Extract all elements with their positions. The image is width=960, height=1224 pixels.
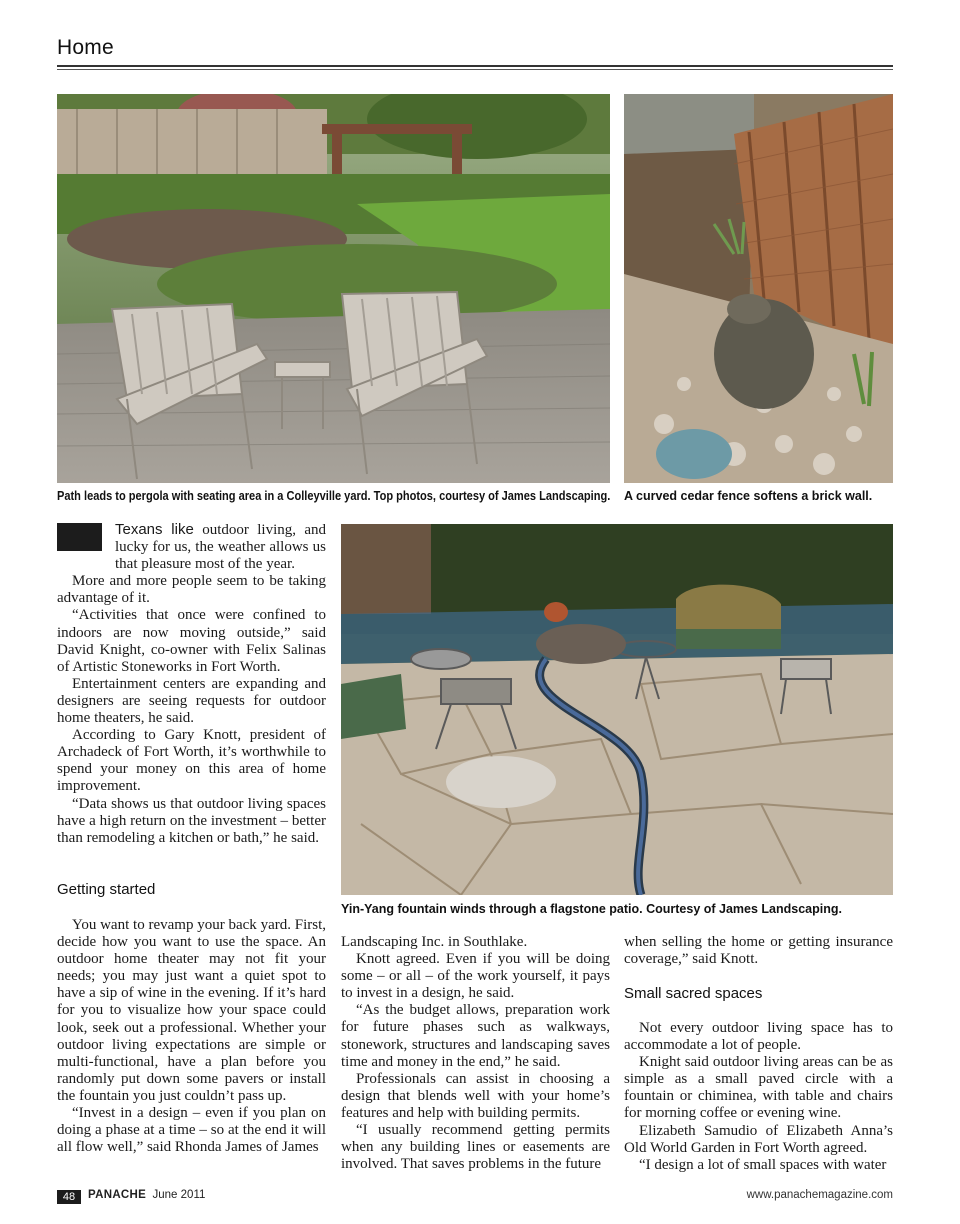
footer-magazine bbox=[88, 1189, 205, 1201]
article-col3-bottom bbox=[624, 1020, 893, 1174]
article-paragraph: “I usually recommend getting permits when any building lines or easements are involved. That saves problems in the future bbox=[341, 1122, 610, 1173]
section-title: Home bbox=[57, 36, 114, 59]
article-paragraph: “Data shows us that outdoor living spaces have a high return on the investment – better than remodeling a kitchen or bath,” he said. bbox=[57, 795, 326, 846]
article-paragraph: According to Gary Knott, president of Archadeck of Fort Worth, it’s worthwhile to spend your money on this area of home improvement. bbox=[57, 727, 326, 795]
article-paragraph: “I design a lot of small spaces with water bbox=[639, 1156, 887, 1173]
article-col3-top bbox=[624, 934, 893, 968]
header-rule-thin bbox=[57, 69, 893, 70]
article-paragraph: Landscaping Inc. in Southlake. bbox=[341, 934, 528, 950]
article-paragraph: Knight said outdoor living areas can be as simple as a small paved circle with a fountain or chiminea, with table and chairs for morning coffee or evening wine. bbox=[624, 1054, 893, 1122]
article-paragraph: More and more people seem to be taking advantage of it. bbox=[57, 573, 326, 607]
caption-patio-pergola: Path leads to pergola with seating area in a Colleyville yard. Top photos, courtesy of James Landscaping. bbox=[57, 489, 611, 503]
photo-yin-yang-fountain bbox=[341, 524, 893, 895]
article-paragraph: You want to revamp your back yard. First, decide how you want to use the space. An outdoor home theater may not fit your needs; you may just want a quiet spot to have a sip of wine in the evening. If it’s hard for you to visualize how your space could look, seek out a professional. Whether your outdoor living expectations are simple or multi-functional, have a plan before you randomly put down some pavers or install the fountain you just couldn’t pass up. bbox=[57, 917, 326, 1104]
article-paragraph: Elizabeth Samudio of Elizabeth Anna’s Old World Garden in Fort Worth agreed. bbox=[624, 1122, 893, 1156]
photo-patio-pergola bbox=[57, 94, 610, 483]
article-paragraph: “As the budget allows, preparation work for future phases such as walkways, stonework, structures and landscaping saves time and money in the end,” he said. bbox=[341, 1002, 610, 1070]
article-paragraph: Knott agreed. Even if you will be doing some – or all – of the work yourself, it pays to invest in a design, he said. bbox=[341, 951, 610, 1002]
article-paragraph: outdoor living, and lucky for us, the weather allows us that pleasure most of the year. bbox=[115, 522, 327, 573]
article-paragraph: Professionals can assist in choosing a design that blends well with your home’s features and help with building permits. bbox=[341, 1070, 610, 1121]
article-paragraph: Entertainment centers are expanding and designers are seeing requests for outdoor home theaters, he said. bbox=[57, 675, 326, 727]
article-paragraph: when selling the home or getting insurance coverage,” said Knott. bbox=[624, 934, 893, 968]
issue-date: June 2011 bbox=[152, 1189, 206, 1201]
lead-words: Texans like bbox=[115, 521, 194, 538]
caption-yin-yang-fountain: Yin-Yang fountain winds through a flagstone patio. Courtesy of James Landscaping. bbox=[341, 902, 842, 916]
article-lead-line bbox=[57, 521, 326, 573]
photo-cedar-fence bbox=[624, 94, 893, 483]
article-paragraph: “Invest in a design – even if you plan on doing a phase at a time – so at the end it will all flow well,” said Rhonda James of James bbox=[57, 1105, 326, 1156]
subhead-getting-started: Getting started bbox=[57, 881, 156, 898]
page-number: 48 bbox=[57, 1190, 81, 1204]
article-col2 bbox=[341, 934, 610, 1173]
header-rule bbox=[57, 65, 893, 67]
article-paragraph: “Activities that once were confined to indoors are now moving outside,” said David Knight, co-owner with Felix Salinas of Artistic Stoneworks in Fort Worth. bbox=[57, 607, 326, 675]
caption-cedar-fence: A curved cedar fence softens a brick wall. bbox=[624, 489, 873, 503]
article-col1-top bbox=[57, 521, 326, 847]
footer-url: www.panachemagazine.com bbox=[746, 1189, 893, 1201]
article-paragraph: Not every outdoor living space has to accommodate a lot of people. bbox=[624, 1020, 893, 1054]
article-col1-bottom bbox=[57, 917, 326, 1156]
subhead-small-sacred-spaces: Small sacred spaces bbox=[624, 985, 763, 1002]
magazine-name: PANACHE bbox=[88, 1189, 147, 1201]
